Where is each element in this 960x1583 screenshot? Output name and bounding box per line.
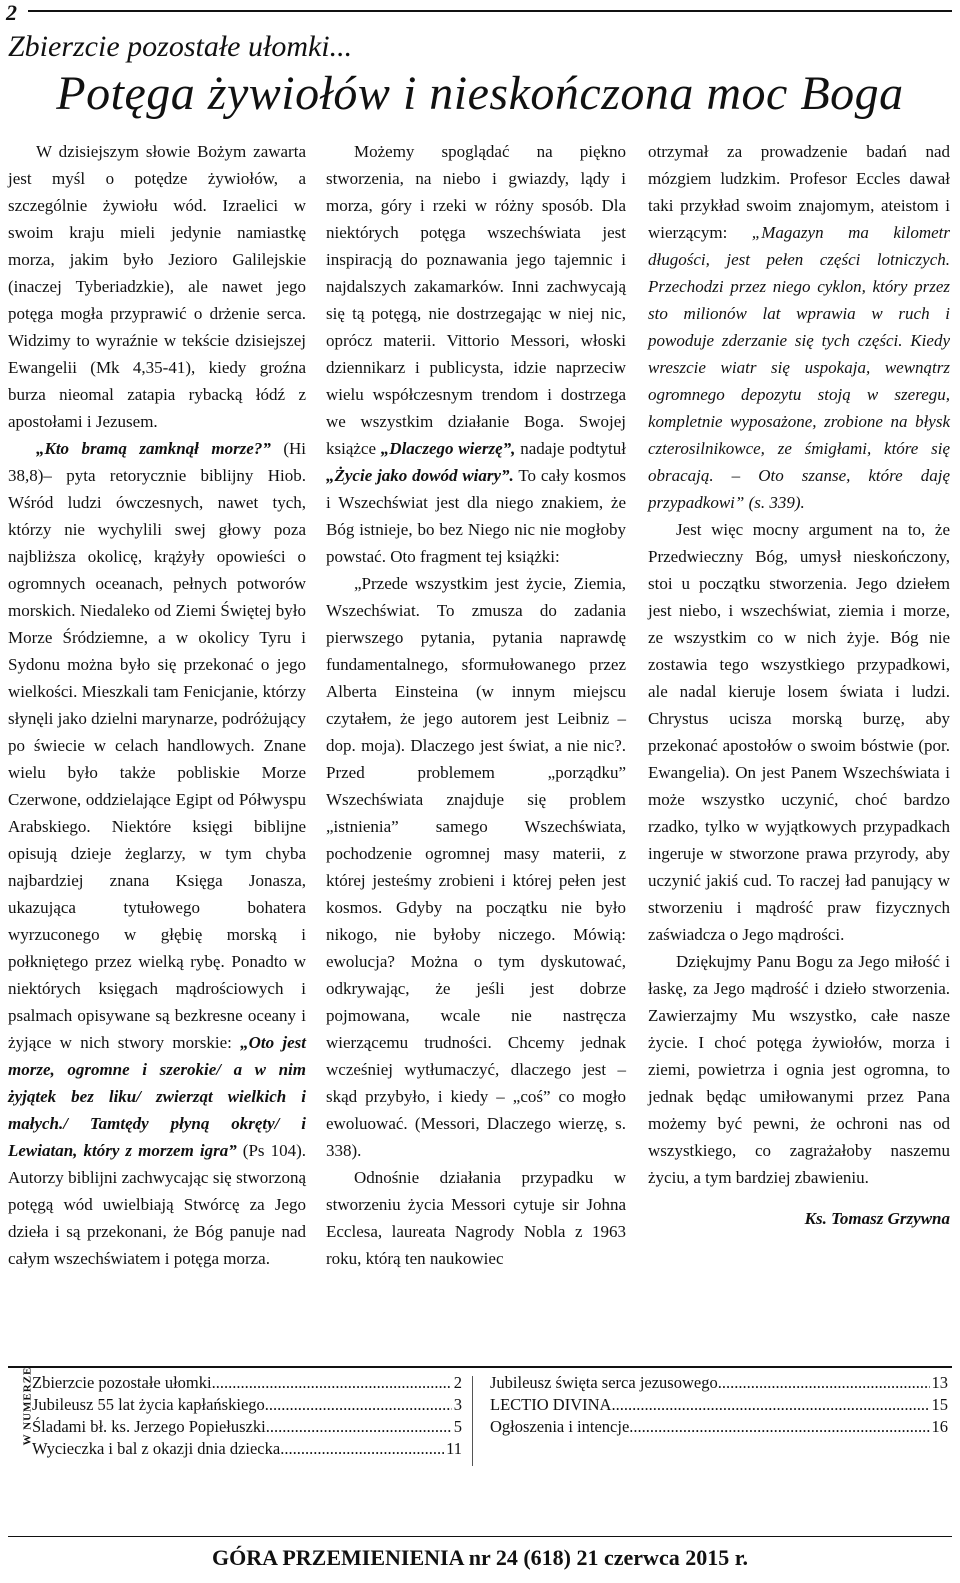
toc-item[interactable]	[32, 1394, 462, 1416]
toc-item[interactable]	[490, 1372, 948, 1394]
toc-item-page: 16	[931, 1417, 948, 1436]
toc-label: W NUMERZE	[21, 1366, 34, 1446]
paragraph: Jest więc mocny argument na to, że Przedwieczny Bóg, umysł nieskończony, stoi u początku stworzenia. Jego dziełem jest niebo, i wszechświat, ziemia i morze, ze wszystkim co w nich żyje. Bóg nie zostawia tego wszystkiego przypadkowi, ale nadal kieruje losem świata i ludzi. Chrystus ucisza morską burzę, aby przekonać apostołów o swoim bóstwie (por. Ewangelia). On jest Panem Wszechświata i może wszystko uczynić, choć bardzo rzadko, tylko w wyjątkowych przypadkach ingeruje w stworzone prawa przyrody, aby uczynić jakiś cud. To raczej ład panujący w stworzeniu i mądrość praw fizycznych zaświadcza o Jego mądrości.	[648, 520, 950, 944]
page-number: 2	[6, 0, 17, 25]
toc-item[interactable]	[32, 1416, 462, 1438]
toc-dots	[718, 1372, 930, 1394]
quote: „Kto bramą zamknął morze?”	[36, 439, 271, 458]
article-column-1	[8, 138, 306, 1272]
article-column-3	[648, 138, 950, 1232]
toc-item-title: Śladami bł. ks. Jerzego Popiełuszki	[32, 1417, 266, 1436]
header-rule	[28, 10, 952, 12]
toc-dots	[280, 1438, 444, 1460]
quote: „Oto jest morze, ogromne i szerokie/ a w nim żyjątek bez liku/ zwierząt wielkich i małych./ Tamtędy płyną okręty/ i Lewiatan, który z morzem igra”	[8, 1033, 307, 1160]
book-subtitle: „Życie jako dowód wiary”.	[326, 466, 514, 485]
author-signature: Ks. Tomasz Grzywna	[804, 1209, 950, 1228]
toc-item-title: Zbierzcie pozostałe ułomki	[32, 1373, 212, 1392]
paragraph	[326, 138, 626, 570]
text: otrzymał za prowadzenie badań nad mózgiem ludzkim. Profesor Eccles dawał taki przykład swoim znajomym, ateistom i wierzącym:	[648, 142, 950, 242]
toc-item-page: 5	[453, 1417, 462, 1436]
toc-dots	[265, 1394, 452, 1416]
paragraph: Dziękujmy Panu Bogu za Jego miłość i łaskę, za Jego mądrość i dzieło stworzenia. Zawierzajmy Mu wszystko, całe nasze życie. I choć potęga żywiołów, morza i ziemi, powietrza i ognia jest ogromna, to jednak będąc umiłowanymi przez Pana możemy być pewni, że ochroni nas od wszystkiego, co zagrażałoby naszemu życiu, a tym bardziej zbawieniu.	[648, 952, 950, 1187]
publication-footer: GÓRA PRZEMIENIENIA nr 24 (618) 21 czerwca 2015 r.	[212, 1545, 748, 1570]
toc-rule	[8, 1366, 952, 1368]
toc-dots	[611, 1394, 929, 1416]
text: (Hi 38,8)– pyta retorycznie biblijny Hiob. Wśród ludzi ówczesnych, nawet tych, którzy nie wychylili swej głowy poza najbliższa okolicę, krążyły opowieści o ogromnych oceanach, pełnych potworów morskich. Niedaleko od Ziemi Świętej było Morze Śródziemne, a w okolicy Tyru i Sydonu można było się przekonać o jego wielkości. Mieszkali tam Fenicjanie, którzy słynęli jako dzielni marynarze, podróżujący po świecie w celach handlowych. Znane wielu było także pobliskie Morze Czerwone, oddzielające Egipt od Półwyspu Arabskiego. Niektóre księgi biblijne opisują dzieje żeglarzy, w tym chyba najbardziej znana Księga Jonasza, ukazująca tytułowego bohatera wyrzuconego w głębię morską i połkniętego przez wielką rybę. Ponadto w niektórych księgach mądrościowych i psalmach opisywane są bezkresne oceany i żyjące w nich stwory morskie:	[8, 439, 306, 1052]
paragraph	[648, 138, 950, 516]
text: Możemy spoglądać na piękno stworzenia, na niebo i gwiazdy, lądy i morza, góry i rzeki w różny sposób. Dla niektórych potęga wszechświata jest inspiracją do poznawania jego tajemnic i najdalszych zakamarków. Inni zachwycają się tą potęgą, nie dostrzegając w niej nic, oprócz materii. Vittorio Messori, włoski dziennikarz i publicysta, idzie naprzeciw wielu współczesnym trendom i dostrzega we wszystkim działanie Boga. Swojej książce	[326, 142, 626, 458]
footer-rule	[8, 1536, 952, 1537]
quote: „Magazyn ma kilometr długości, jest pełen części lotniczych. Przechodzi przez niego cyklon, który przez sto milionów lat wprawia w ruch i powoduje zderzanie się tych części. Kiedy wreszcie wiatr się uspokaja, wewnątrz ogromnego depozytu stoją w szeregu, kompletnie wyposażone, zrobione na błysk czterosilnikowce, ze śmigłami, które się obracają. – Oto szanse, które daję przypadkowi” (s. 339).	[648, 223, 950, 512]
toc-item-title: Jubileusz święta serca jezusowego	[490, 1373, 718, 1392]
text: nadaje podtytuł	[515, 439, 626, 458]
toc-right	[490, 1372, 948, 1438]
paragraph: W dzisiejszym słowie Bożym zawarta jest myśl o potędze żywiołów, a szczególnie żywiołu wód. Izraelici w swoim kraju mieli jedynie namiastkę morza, jakim było Jezioro Galilejskie (inaczej Tyberiadzkie), ale nawet jego potęga mogła przyprawić o drżenie serca. Widzimy to wyraźnie w tekście dzisiejszej Ewangelii (Mk 4,35-41), kiedy groźna burza nieomal zatapia rybacką łódź z apostołami i Jezusem.	[8, 142, 306, 431]
toc-item-title: Wycieczka i bal z okazji dnia dziecka	[32, 1439, 281, 1458]
toc-dots	[629, 1416, 929, 1438]
toc-item-page: 2	[453, 1373, 462, 1392]
text: To cały kosmos i Wszechświat jest dla niego znakiem, że Bóg istnieje, bo bez Niego nic nie mogłoby powstać. Oto fragment tej książki:	[326, 466, 626, 566]
section-kicker: Zbierzcie pozostałe ułomki...	[8, 30, 353, 63]
toc-dots	[212, 1372, 452, 1394]
toc-separator	[472, 1376, 473, 1466]
toc-item-title: LECTIO DIVINA	[490, 1395, 612, 1414]
quoted-paragraph: „Przede wszystkim jest życie, Ziemia, Wszechświat. To zmusza do zadania pierwszego pytania, pytania naprawdę fundamentalnego, sformułowanego przez Alberta Einsteina (w innym miejscu czytałem, że jego autorem jest Leibniz – dop. moja). Dlaczego jest świat, a nie nic?. Przed problemem „porządku” Wszechświata znajduje się problem „istnienia” samego Wszechświata, pochodzenie ogromnej masy materii, z której jesteśmy zrobieni i której pełen jest kosmos. Gdyby na początku nie było nikogo, nie byłoby niczego. Mówią: ewolucja? Można o tym dyskutować, odkrywając, że jeśli jest dobrze pojmowana, wcale nie nastręcza wierzącemu trudności. Chcemy jednak wcześniej wytłumaczyć, dlaczego jest – skąd przybyło, i kiedy – „coś” co mogło ewoluować. (Messori, Dlaczego wierzę, s. 338).	[326, 574, 626, 1160]
paragraph	[8, 435, 306, 1272]
toc-left	[32, 1372, 462, 1460]
toc-item-page: 15	[931, 1395, 948, 1414]
article-column-2	[326, 138, 626, 1272]
text: (Ps 104). Autorzy biblijni zachwycając się stworzoną potęgą wód uwielbiają Stwórcę za Jego dzieła i są przekonani, że Bóg panuje nad całym wszechświatem i potęga morza.	[8, 1141, 306, 1268]
toc-item-page: 11	[446, 1439, 462, 1458]
toc-item-page: 3	[453, 1395, 462, 1414]
article-headline: Potęga żywiołów i nieskończona moc Boga	[56, 67, 904, 120]
toc-item-title: Jubileusz 55 lat życia kapłańskiego	[32, 1395, 265, 1414]
toc-dots	[266, 1416, 452, 1438]
book-title: „Dlaczego wierzę”,	[380, 439, 516, 458]
toc-item-page: 13	[931, 1373, 948, 1392]
toc-item[interactable]	[32, 1372, 462, 1394]
toc-item[interactable]	[32, 1438, 462, 1460]
toc-item-title: Ogłoszenia i intencje	[490, 1417, 630, 1436]
toc-item[interactable]	[490, 1416, 948, 1438]
paragraph: Odnośnie działania przypadku w stworzeniu życia Messori cytuje sir Johna Ecclesa, laureata Nagrody Nobla z 1963 roku, którą ten naukowiec	[326, 1168, 626, 1268]
toc-item[interactable]	[490, 1394, 948, 1416]
